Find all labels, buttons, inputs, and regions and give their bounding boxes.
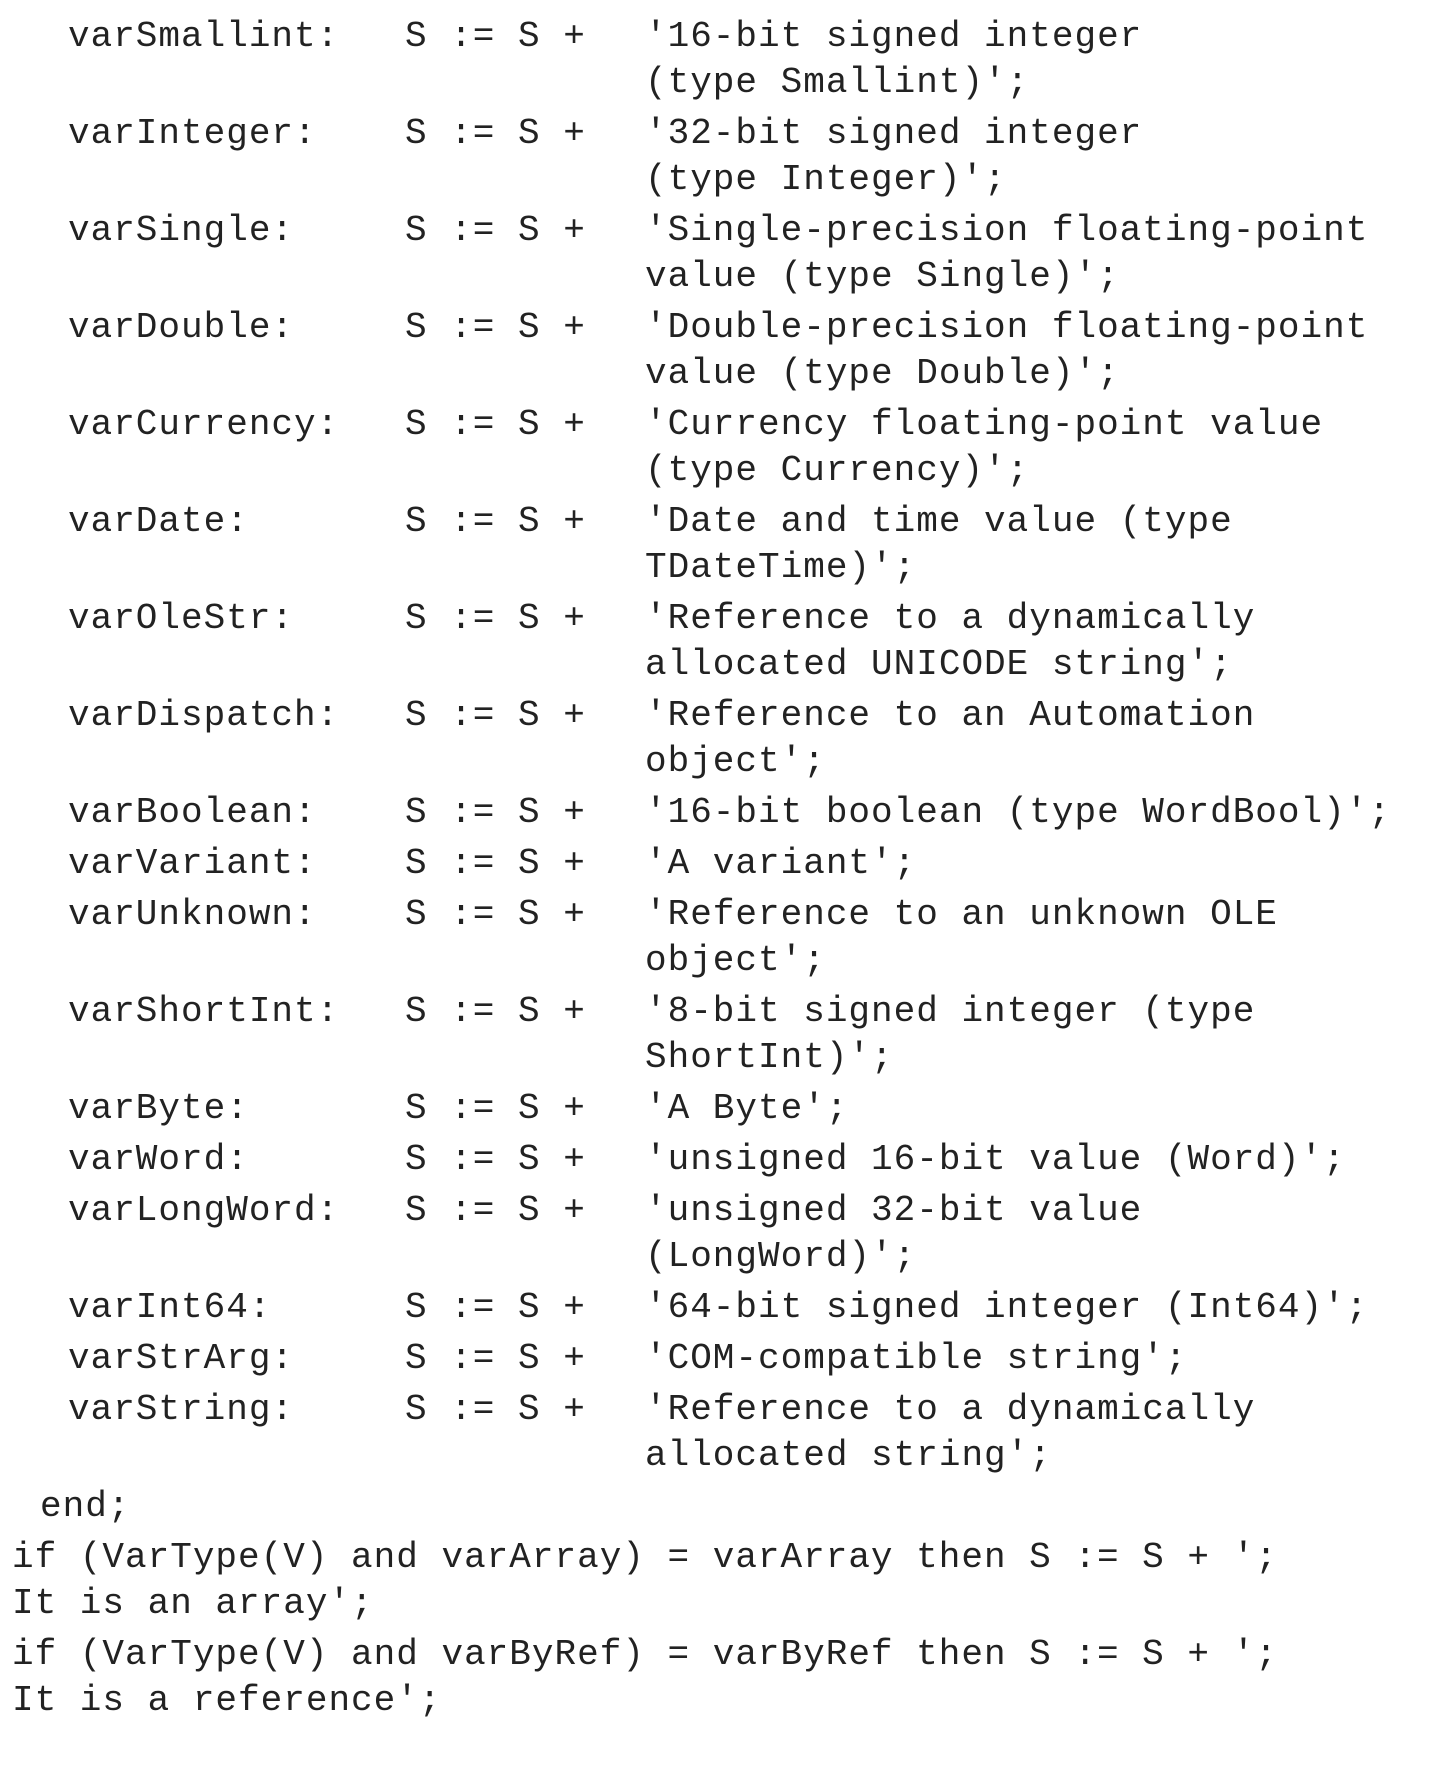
if-array-line: if (VarType(V) and varArray) = varArray then S := S + ';: [12, 1537, 1278, 1578]
assign-op: S := S +: [405, 1389, 586, 1430]
string-literal-continuation: value (type Double)';: [645, 353, 1120, 394]
case-key: varString:: [68, 1389, 295, 1430]
string-literal-continuation: (type Smallint)';: [645, 62, 1030, 103]
case-key: varDate:: [68, 501, 249, 542]
string-literal: 'Reference to an Automation: [645, 695, 1256, 736]
string-literal: 'Reference to a dynamically: [645, 1389, 1256, 1430]
assign-op: S := S +: [405, 894, 586, 935]
string-literal: '32-bit signed integer: [645, 113, 1143, 154]
assign-op: S := S +: [405, 1139, 586, 1180]
assign-op: S := S +: [405, 1190, 586, 1231]
case-key: varStrArg:: [68, 1338, 295, 1379]
assign-op: S := S +: [405, 1088, 586, 1129]
string-literal: 'A variant';: [645, 843, 917, 884]
assign-op: S := S +: [405, 307, 586, 348]
string-literal: 'COM-compatible string';: [645, 1338, 1188, 1379]
string-literal-continuation: TDateTime)';: [645, 547, 917, 588]
string-literal: 'Reference to an unknown OLE: [645, 894, 1278, 935]
case-key: varBoolean:: [68, 792, 317, 833]
if-byref-line: if (VarType(V) and varByRef) = varByRef then S := S + ';: [12, 1634, 1278, 1675]
string-literal: 'Double-precision floating-point: [645, 307, 1369, 348]
assign-op: S := S +: [405, 1287, 586, 1328]
assign-op: S := S +: [405, 210, 586, 251]
assign-op: S := S +: [405, 404, 586, 445]
string-literal-continuation: allocated string';: [645, 1435, 1052, 1476]
case-key: varDispatch:: [68, 695, 340, 736]
case-key: varByte:: [68, 1088, 249, 1129]
if-array-line-continuation: It is an array';: [12, 1583, 374, 1624]
case-key: varCurrency:: [68, 404, 340, 445]
string-literal-continuation: (type Integer)';: [645, 159, 1007, 200]
assign-op: S := S +: [405, 598, 586, 639]
string-literal-continuation: ShortInt)';: [645, 1037, 894, 1078]
string-literal-continuation: object';: [645, 940, 826, 981]
assign-op: S := S +: [405, 113, 586, 154]
string-literal-continuation: allocated UNICODE string';: [645, 644, 1233, 685]
string-literal: '8-bit signed integer (type: [645, 991, 1256, 1032]
assign-op: S := S +: [405, 16, 586, 57]
string-literal: '16-bit signed integer: [645, 16, 1143, 57]
case-key: varDouble:: [68, 307, 295, 348]
string-literal: 'unsigned 16-bit value (Word)';: [645, 1139, 1346, 1180]
string-literal: '64-bit signed integer (Int64)';: [645, 1287, 1369, 1328]
string-literal-continuation: (type Currency)';: [645, 450, 1030, 491]
case-key: varShortInt:: [68, 991, 340, 1032]
case-key: varUnknown:: [68, 894, 317, 935]
string-literal: 'Date and time value (type: [645, 501, 1233, 542]
assign-op: S := S +: [405, 695, 586, 736]
if-byref-line-continuation: It is a reference';: [12, 1680, 442, 1721]
string-literal-continuation: value (type Single)';: [645, 256, 1120, 297]
assign-op: S := S +: [405, 1338, 586, 1379]
string-literal: 'Currency floating-point value: [645, 404, 1324, 445]
case-key: varVariant:: [68, 843, 317, 884]
case-key: varWord:: [68, 1139, 249, 1180]
string-literal: 'Reference to a dynamically: [645, 598, 1256, 639]
assign-op: S := S +: [405, 792, 586, 833]
string-literal-continuation: object';: [645, 741, 826, 782]
assign-op: S := S +: [405, 501, 586, 542]
string-literal-continuation: (LongWord)';: [645, 1236, 917, 1277]
assign-op: S := S +: [405, 843, 586, 884]
case-key: varSmallint:: [68, 16, 340, 57]
string-literal: 'unsigned 32-bit value: [645, 1190, 1143, 1231]
assign-op: S := S +: [405, 991, 586, 1032]
case-key: varInt64:: [68, 1287, 272, 1328]
case-key: varSingle:: [68, 210, 295, 251]
string-literal: '16-bit boolean (type WordBool)';: [645, 792, 1391, 833]
case-key: varInteger:: [68, 113, 317, 154]
case-key: varLongWord:: [68, 1190, 340, 1231]
string-literal: 'A Byte';: [645, 1088, 849, 1129]
string-literal: 'Single-precision floating-point: [645, 210, 1369, 251]
end-statement: end;: [40, 1486, 131, 1527]
case-key: varOleStr:: [68, 598, 295, 639]
